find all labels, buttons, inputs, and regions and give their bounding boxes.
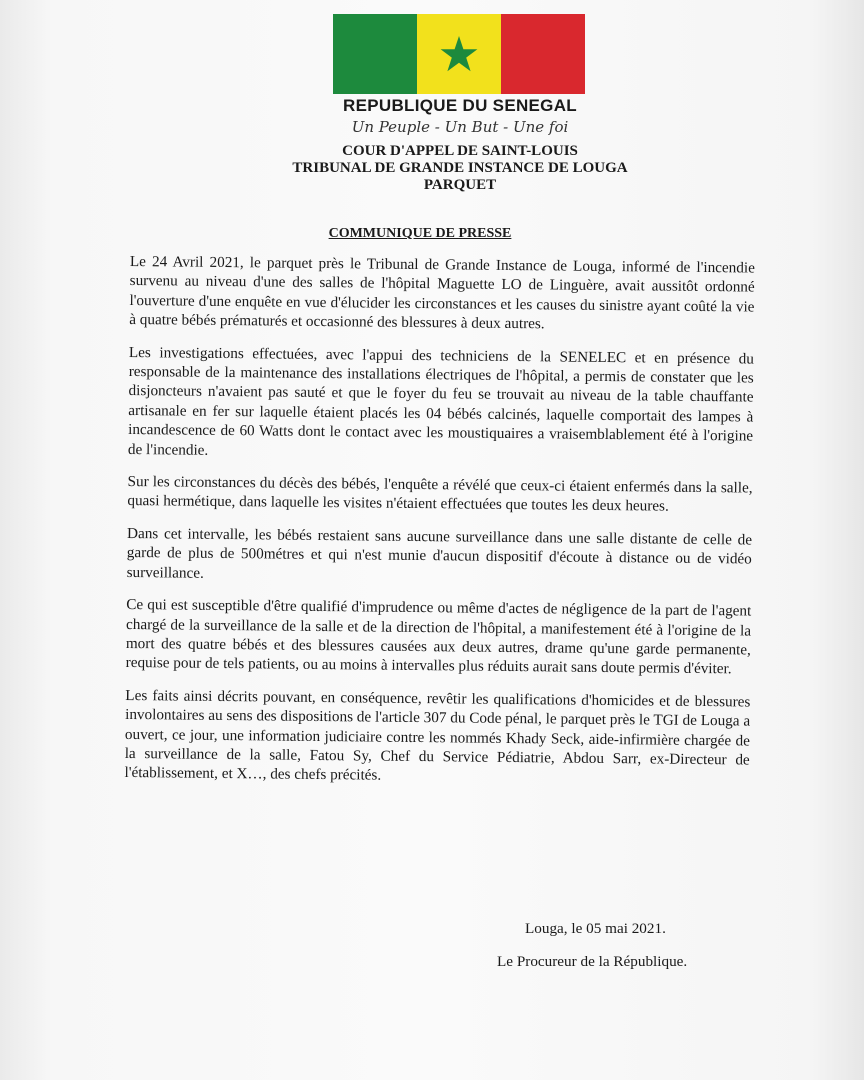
court-line: COUR D'APPEL DE SAINT-LOUIS [342,143,578,159]
national-motto: Un Peuple - Un But - Une foi [351,118,569,136]
court-line: TRIBUNAL DE GRANDE INSTANCE DE LOUGA [292,160,628,176]
paragraph: Les faits ainsi décrits pouvant, en conséquence, revêtir les qualifications d'homicides et de blessures involontaires au sens des dispositions de l'article 307 du Code pénal, le parquet près le TGI de Louga a ouvert, ce jour, une information judiciaire contre les nommés Khady Seck, aide-infirmière chargée de la surveillance de la salle, Fatou Sy, Chef du Service Pédiatrie, Abdou Sarr, ex-Directeur de l'établissement, et X…, des chefs précités. [124,686,751,785]
document-title: COMMUNIQUE DE PRESSE [328,226,512,241]
paragraph: Dans cet intervalle, les bébés restaient sans aucune surveillance dans une salle distante de celle de garde de plus de 500métres et qui n'est munie d'aucun dispositif d'écoute à distance ou de vidéo surveillance. [126,524,753,582]
court-line: PARQUET [423,177,497,193]
republic-name: REPUBLIQUE DU SENEGAL [343,96,577,115]
document-body [124,252,755,802]
flag-red-band [501,14,585,94]
star-icon [439,34,479,74]
paragraph: Les investigations effectuées, avec l'appui des techniciens de la SENELEC et en présence du responsable de la maintenance des installations électriques de l'hôpital, a permis de constater que les disjoncteurs n'avaient pas sauté et que le foyer du feu se trouvait au niveau de la table chauffante artisanale en fer sur laquelle étaient placés les 04 bébés calcinés, laquelle comportait des lampes à incandescence de 60 Watts dont le contact avec les moustiquaires a vraisemblablement été à l'origine de l'incendie. [127,343,755,459]
place-and-date: Louga, le 05 mai 2021. [525,920,666,937]
paragraph: Sur les circonstances du décès des bébés, l'enquête a révélé que ceux-ci étaient enfermés dans la salle, quasi hermétique, dans laquelle les visites n'étaient effectuées que toutes les deux heures. [127,473,753,516]
paragraph: Le 24 Avril 2021, le parquet près le Tribunal de Grande Instance de Louga, informé de l'incendie survenu au niveau d'une des salles de l'hôpital Maguette LO de Linguère, avait aussitôt ordonné l'ouverture d'une enquête en vue d'élucider les circonstances et les causes du sinistre ayant coûté la vie à quatre bébés prématurés et occasionné des blessures à deux autres. [129,252,755,333]
flag-green-band [333,14,417,94]
paragraph: Ce qui est susceptible d'être qualifié d'imprudence ou même d'actes de négligence de la part de l'agent chargé de la surveillance de la salle et de la direction de l'hôpital, a manifestement été à l'origine de la mort des quatre bébés et des blessures causées aux deux autres, drame qu'une garde permanente, requise pour de tels patients, ou au moins à intervalles plus réduits aurait sans doute permis d'éviter. [125,596,752,678]
court-header [260,143,660,194]
senegal-flag [333,14,585,94]
flag-yellow-band [417,14,501,94]
signatory: Le Procureur de la République. [497,953,688,970]
